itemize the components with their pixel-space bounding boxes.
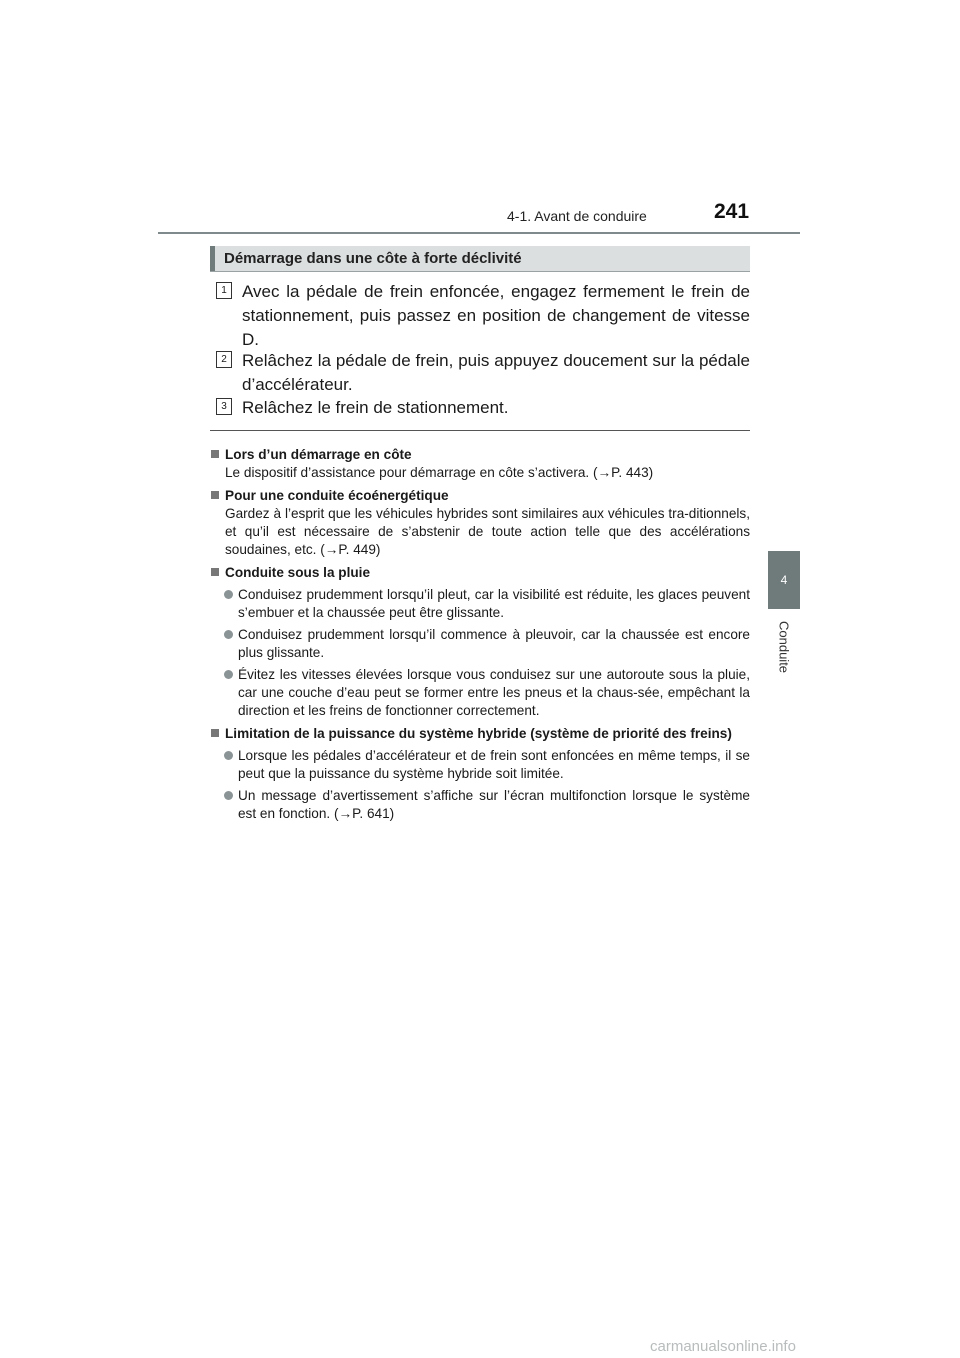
step-number-box: 1 [216,282,232,299]
note-body: Gardez à l’esprit que les véhicules hybrides sont similaires aux véhicules tra-ditionnels, et qu’il est nécessaire de s’abstenir de toute action telle que des accélérations soudaines, etc. (→P. 449) [225,506,750,557]
square-bullet-icon [211,729,219,737]
list-item: Conduisez prudemment lorsqu’il pleut, car la visibilité est réduite, les glaces peuvent s’embuer et la chaussée peut être glissante. [210,586,750,622]
step-text: Relâchez le frein de stationnement. [242,398,509,417]
header-section-title: 4-1. Avant de conduire [507,208,647,224]
note-eco-driving [210,487,750,559]
step-number-box: 3 [216,398,232,415]
chapter-tab[interactable]: 4 [768,551,800,609]
note-hybrid-power-limit [210,725,750,823]
bullet-dot-icon [224,590,233,599]
note-rain-driving [210,564,750,720]
square-bullet-icon [211,491,219,499]
note-hill-start [210,446,750,482]
step-2 [216,349,750,397]
bullet-dot-icon [224,751,233,760]
note-title: Limitation de la puissance du système hybride (système de priorité des freins) [225,726,732,741]
step-text: Relâchez la pédale de frein, puis appuyez doucement sur la pédale d’accélérateur. [242,351,750,394]
section-heading [210,246,750,272]
step-1 [216,280,750,352]
watermark: carmanualsonline.info [650,1338,796,1355]
square-bullet-icon [211,450,219,458]
notes-divider [210,430,750,431]
square-bullet-icon [211,568,219,576]
page-number: 241 [714,200,750,223]
note-title: Pour une conduite écoénergétique [225,488,449,503]
bullet-dot-icon [224,630,233,639]
note-body: Le dispositif d’assistance pour démarrage en côte s’activera. (→P. 443) [225,465,654,480]
step-text: Avec la pédale de frein enfoncée, engagez fermement le frein de stationnement, puis passez en position de changement de vitesse D. [242,282,750,349]
list-item: Conduisez prudemment lorsqu’il commence à pleuvoir, car la chaussée est encore plus glissante. [210,626,750,662]
bullet-dot-icon [224,670,233,679]
bullet-dot-icon [224,791,233,800]
notes-section [210,441,750,823]
note-title: Conduite sous la pluie [225,565,371,580]
heading-accent-bar [210,246,215,271]
list-item: Un message d’avertissement s’affiche sur l’écran multifonction lorsque le système est en fonction. (→P. 641) [210,787,750,823]
chapter-label: Conduite [776,620,792,674]
step-number-box: 2 [216,351,232,368]
section-heading-title: Démarrage dans une côte à forte déclivité [224,250,522,267]
list-item: Évitez les vitesses élevées lorsque vous conduisez sur une autoroute sous la pluie, car une couche d’eau peut se former entre les pneus et la chaus-sée, empêchant la direction et les freins de fonctionner correctement. [210,666,750,720]
note-title: Lors d’un démarrage en côte [225,447,412,462]
header-rule [158,232,800,234]
list-item: Lorsque les pédales d’accélérateur et de frein sont enfoncées en même temps, il se peut que la puissance du système hybride soit limitée. [210,747,750,783]
step-3 [216,396,750,420]
